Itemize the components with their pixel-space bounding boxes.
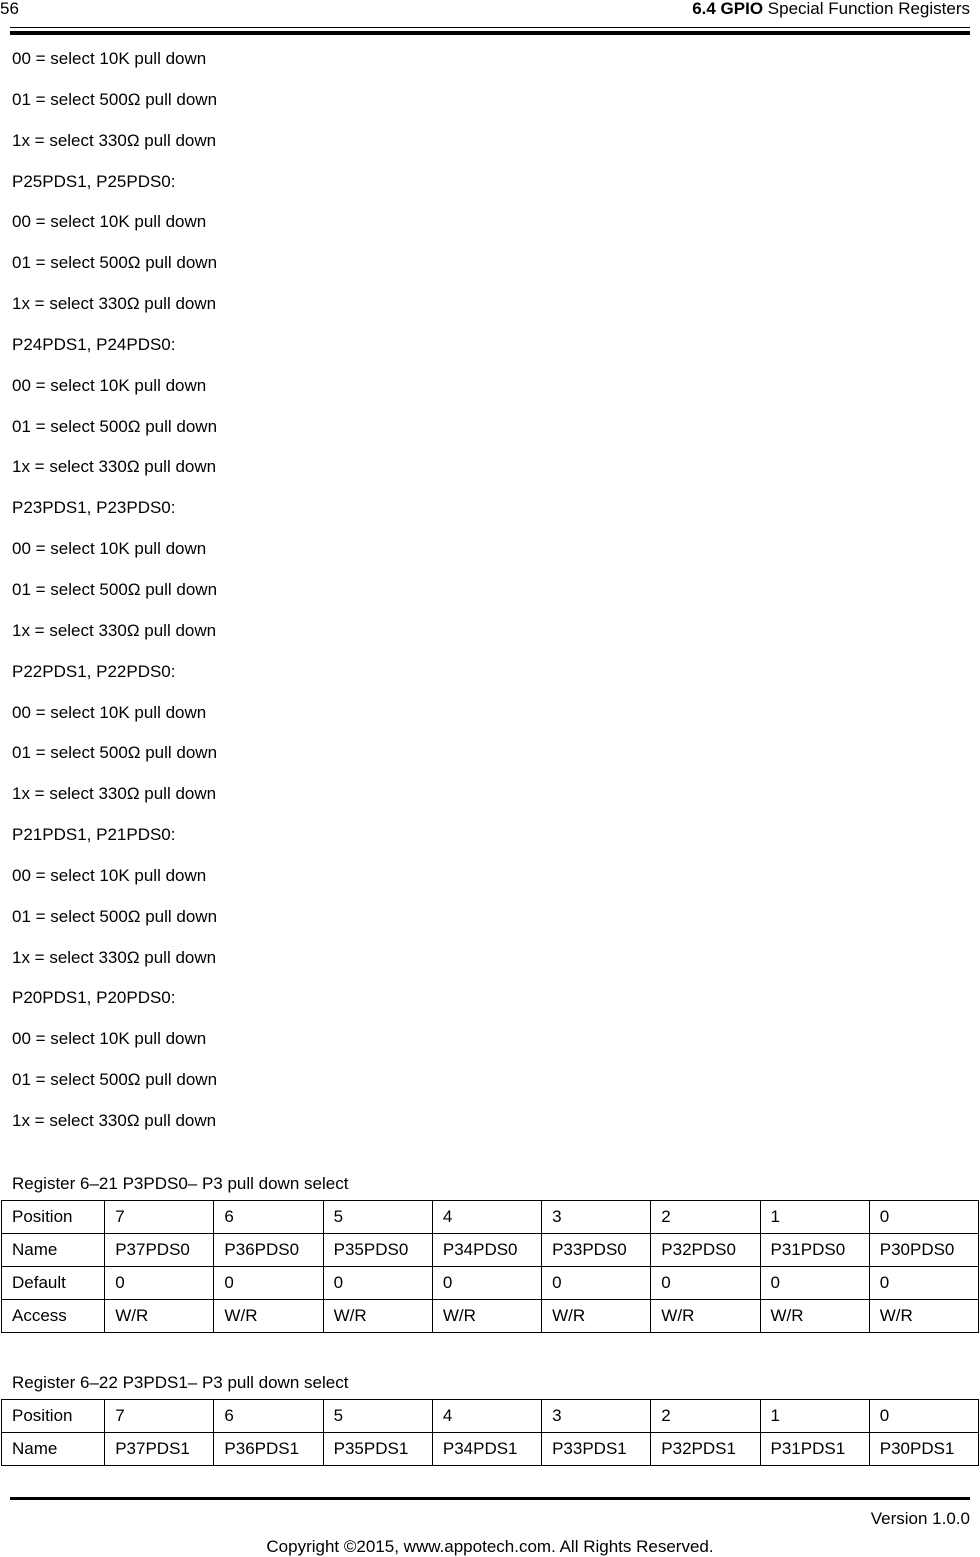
- table-cell: 0: [323, 1267, 432, 1300]
- copyright-notice: Copyright ©2015, www.appotech.com. All Rights Reserved.: [266, 1537, 714, 1556]
- register-caption: Register 6–21 P3PDS0– P3 pull down select: [12, 1174, 349, 1193]
- description-line: 01 = select 500Ω pull down: [12, 906, 218, 926]
- table-cell: 0: [869, 1400, 978, 1433]
- table-cell: P37PDS1: [105, 1433, 214, 1466]
- description-line: P25PDS1, P25PDS0:: [12, 171, 176, 191]
- table-cell: 0: [214, 1267, 323, 1300]
- table-cell: W/R: [432, 1300, 541, 1333]
- version-label: Version 1.0.0: [870, 1509, 970, 1528]
- table-cell: W/R: [214, 1300, 323, 1333]
- table-row: [2, 1267, 979, 1300]
- description-line: 01 = select 500Ω pull down: [12, 579, 218, 599]
- table-cell: P32PDS0: [651, 1234, 760, 1267]
- description-line: P23PDS1, P23PDS0:: [12, 498, 176, 518]
- table-cell: W/R: [105, 1300, 214, 1333]
- table-cell: P35PDS1: [323, 1433, 432, 1466]
- description-line: 01 = select 500Ω pull down: [12, 743, 218, 763]
- row-header-cell: Position: [2, 1400, 105, 1433]
- table-cell: 6: [214, 1400, 323, 1433]
- bit-description-list: [12, 47, 912, 1150]
- table-row: [2, 1234, 979, 1267]
- description-line: P24PDS1, P24PDS0:: [12, 334, 176, 354]
- table-cell: P31PDS1: [760, 1433, 869, 1466]
- table-cell: W/R: [760, 1300, 869, 1333]
- table-cell: P36PDS0: [214, 1234, 323, 1267]
- table-cell: W/R: [323, 1300, 432, 1333]
- description-line: 1x = select 330Ω pull down: [12, 784, 217, 804]
- table-cell: 0: [542, 1267, 651, 1300]
- description-line: 01 = select 500Ω pull down: [12, 253, 218, 273]
- table-cell: 0: [869, 1201, 978, 1234]
- row-header-cell: Position: [2, 1201, 105, 1234]
- table-cell: P37PDS0: [105, 1234, 214, 1267]
- table-cell: 7: [105, 1201, 214, 1234]
- table-cell: 5: [323, 1400, 432, 1433]
- description-line: 1x = select 330Ω pull down: [12, 620, 217, 640]
- description-line: P21PDS1, P21PDS0:: [12, 825, 176, 845]
- description-line: 01 = select 500Ω pull down: [12, 89, 218, 109]
- page-number: 56: [0, 0, 19, 18]
- description-line: 1x = select 330Ω pull down: [12, 947, 217, 967]
- table-cell: P33PDS0: [542, 1234, 651, 1267]
- table-cell: P30PDS1: [869, 1433, 978, 1466]
- table-cell: P30PDS0: [869, 1234, 978, 1267]
- description-line: 00 = select 10K pull down: [12, 1029, 207, 1049]
- table-cell: P36PDS1: [214, 1433, 323, 1466]
- table-cell: 0: [105, 1267, 214, 1300]
- table-cell: P31PDS0: [760, 1234, 869, 1267]
- description-line: 1x = select 330Ω pull down: [12, 294, 217, 314]
- description-line: 01 = select 500Ω pull down: [12, 1070, 218, 1090]
- table-cell: 7: [105, 1400, 214, 1433]
- table-cell: P34PDS1: [432, 1433, 541, 1466]
- table-cell: 4: [432, 1201, 541, 1234]
- table-cell: 0: [432, 1267, 541, 1300]
- register-table: [1, 1399, 979, 1466]
- table-cell: P34PDS0: [432, 1234, 541, 1267]
- table-cell: 1: [760, 1201, 869, 1234]
- description-line: 00 = select 10K pull down: [12, 375, 207, 395]
- table-cell: 5: [323, 1201, 432, 1234]
- header-rule-thick: [10, 31, 970, 35]
- register-caption: Register 6–22 P3PDS1– P3 pull down select: [12, 1373, 349, 1392]
- section-title: [692, 0, 970, 18]
- table-row: [2, 1400, 979, 1433]
- table-cell: P33PDS1: [542, 1433, 651, 1466]
- description-line: 00 = select 10K pull down: [12, 865, 207, 885]
- section-title-bold: 6.4 GPIO: [692, 0, 764, 18]
- table-cell: P35PDS0: [323, 1234, 432, 1267]
- table-cell: 1: [760, 1400, 869, 1433]
- table-cell: 0: [651, 1267, 760, 1300]
- row-header-cell: Name: [2, 1433, 105, 1466]
- table-row: [2, 1433, 979, 1466]
- table-cell: W/R: [542, 1300, 651, 1333]
- description-line: 1x = select 330Ω pull down: [12, 1110, 217, 1130]
- register-table: [1, 1200, 979, 1333]
- table-cell: 2: [651, 1201, 760, 1234]
- table-row: [2, 1201, 979, 1234]
- table-cell: P32PDS1: [651, 1433, 760, 1466]
- description-line: 00 = select 10K pull down: [12, 702, 207, 722]
- description-line: P20PDS1, P20PDS0:: [12, 988, 176, 1008]
- row-header-cell: Access: [2, 1300, 105, 1333]
- description-line: 01 = select 500Ω pull down: [12, 416, 218, 436]
- description-line: 1x = select 330Ω pull down: [12, 130, 217, 150]
- header-rule-thin: [10, 27, 970, 28]
- table-cell: 3: [542, 1201, 651, 1234]
- description-line: 00 = select 10K pull down: [12, 49, 207, 68]
- description-line: 00 = select 10K pull down: [12, 212, 207, 232]
- table-cell: 0: [869, 1267, 978, 1300]
- table-cell: W/R: [651, 1300, 760, 1333]
- footer-rule: [10, 1497, 970, 1500]
- description-line: 00 = select 10K pull down: [12, 539, 207, 559]
- description-line: 1x = select 330Ω pull down: [12, 457, 217, 477]
- description-line: P22PDS1, P22PDS0:: [12, 661, 176, 681]
- section-title-rest: Special Function Registers: [763, 0, 970, 18]
- table-cell: W/R: [869, 1300, 978, 1333]
- table-cell: 2: [651, 1400, 760, 1433]
- row-header-cell: Default: [2, 1267, 105, 1300]
- table-cell: 3: [542, 1400, 651, 1433]
- table-cell: 6: [214, 1201, 323, 1234]
- table-cell: 0: [760, 1267, 869, 1300]
- row-header-cell: Name: [2, 1234, 105, 1267]
- table-cell: 4: [432, 1400, 541, 1433]
- table-row: [2, 1300, 979, 1333]
- page-header: [0, 0, 980, 38]
